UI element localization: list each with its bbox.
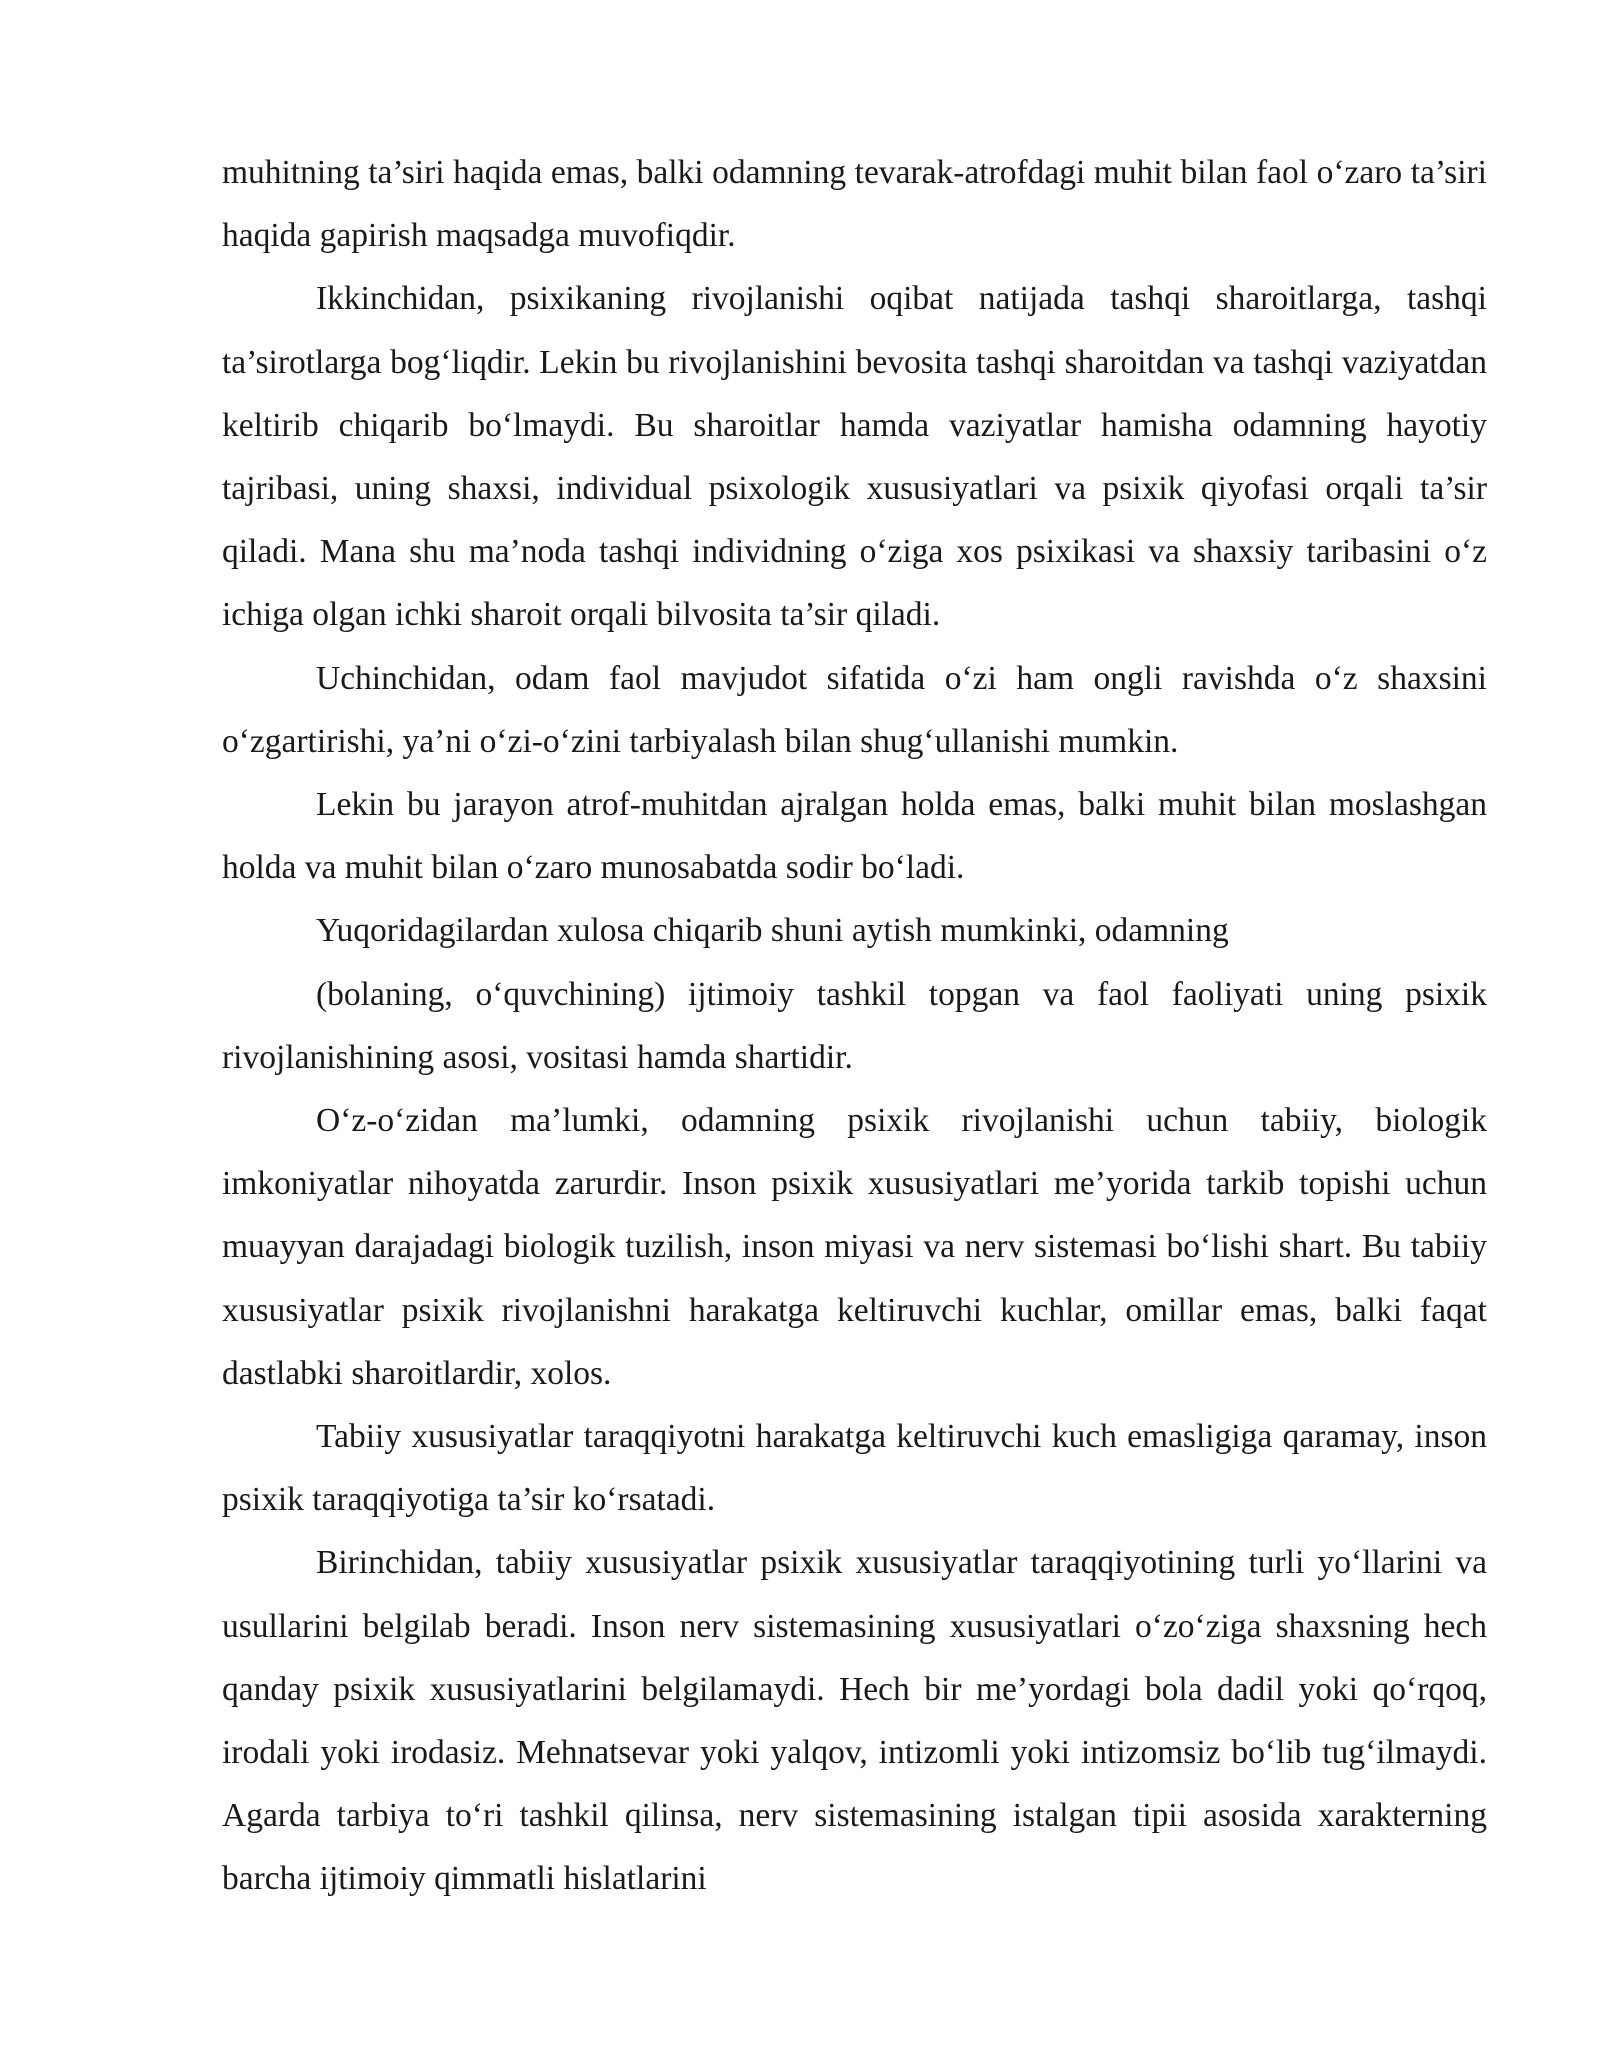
paragraph-bolaning: (bolaning, o‘quvchining) ijtimoiy tashkil topgan va faol faoliyati uning psixik rivojlanishining asosi, vositasi hamda shartidir. xyxy=(222,975,1487,1076)
paragraph-continuation: muhitning ta’siri haqida emas, balki odamning tevarak-atrofdagi muhit bilan faol o‘zaro ta’siri haqida gapirish maqsadga muvofiqdir. xyxy=(222,154,1487,255)
paragraph-yuqoridagilardan: Yuqoridagilardan xulosa chiqarib shuni aytish mumkinki, odamning xyxy=(316,912,1229,950)
paragraph-ozozidan: O‘z-o‘zidan ma’lumki, odamning psixik rivojlanishi uchun tabiiy, biologik imkoniyatlar nihoyatda zarurdir. Inson psixik xususiyatlari me’yorida tarkib topishi uchun muayyan darajadagi biologik tuzilish, inson miyasi va nerv sistemasi bo‘lishi shart. Bu tabiiy xususiyatlar psixik rivojlanishni harakatga keltiruvchi kuchlar, omillar emas, balki faqat dastlabki sharoitlardir, xolos. xyxy=(222,1102,1487,1392)
document-body xyxy=(222,141,1487,1911)
paragraph-uchinchidan: Uchinchidan, odam faol mavjudot sifatida o‘zi ham ongli ravishda o‘z shaxsini o‘zgartirishi, ya’ni o‘zi-o‘zini tarbiyalash bilan shug‘ullanishi mumkin. xyxy=(222,659,1487,760)
paragraph-ikkinchidan: Ikkinchidan, psixikaning rivojlanishi oqibat natijada tashqi sharoitlarga, tashqi ta’sirotlarga bog‘liqdir. Lekin bu rivojlanishini bevosita tashqi sharoitdan va tashqi vaziyatdan keltirib chiqarib bo‘lmaydi. Bu sharoitlar hamda vaziyatlar hamisha odamning hayotiy tajribasi, uning shaxsi, individual psixologik xususiyatlari va psixik qiyofasi orqali ta’sir qiladi. Mana shu ma’noda tashqi individning o‘ziga xos psixikasi va shaxsiy taribasini o‘z ichiga olgan ichki sharoit orqali bilvosita ta’sir qiladi. xyxy=(222,280,1487,634)
paragraph-birinchidan: Birinchidan, tabiiy xususiyatlar psixik xususiyatlar taraqqiyotining turli yo‘llarini va usullarini belgilab beradi. Inson nerv sistemasining xususiyatlari o‘zo‘ziga shaxsning hech qanday psixik xususiyatlarini belgilamaydi. Hech bir me’yordagi bola dadil yoki qo‘rqoq, irodali yoki irodasiz. Mehnatsevar yoki yalqov, intizomli yoki intizomsiz bo‘lib tug‘ilmaydi. Agarda tarbiya to‘ri tashkil qilinsa, nerv sistemasining istalgan tipii asosida xarakterning barcha ijtimoiy qimmatli hislatlarini xyxy=(222,1544,1487,1898)
paragraph-tabiiy: Tabiiy xususiyatlar taraqqiyotni harakatga keltiruvchi kuch emasligiga qaramay, inson psixik taraqqiyotiga ta’sir ko‘rsatadi. xyxy=(222,1418,1487,1519)
paragraph-lekin: Lekin bu jarayon atrof-muhitdan ajralgan holda emas, balki muhit bilan moslashgan holda va muhit bilan o‘zaro munosabatda sodir bo‘ladi. xyxy=(222,786,1487,887)
